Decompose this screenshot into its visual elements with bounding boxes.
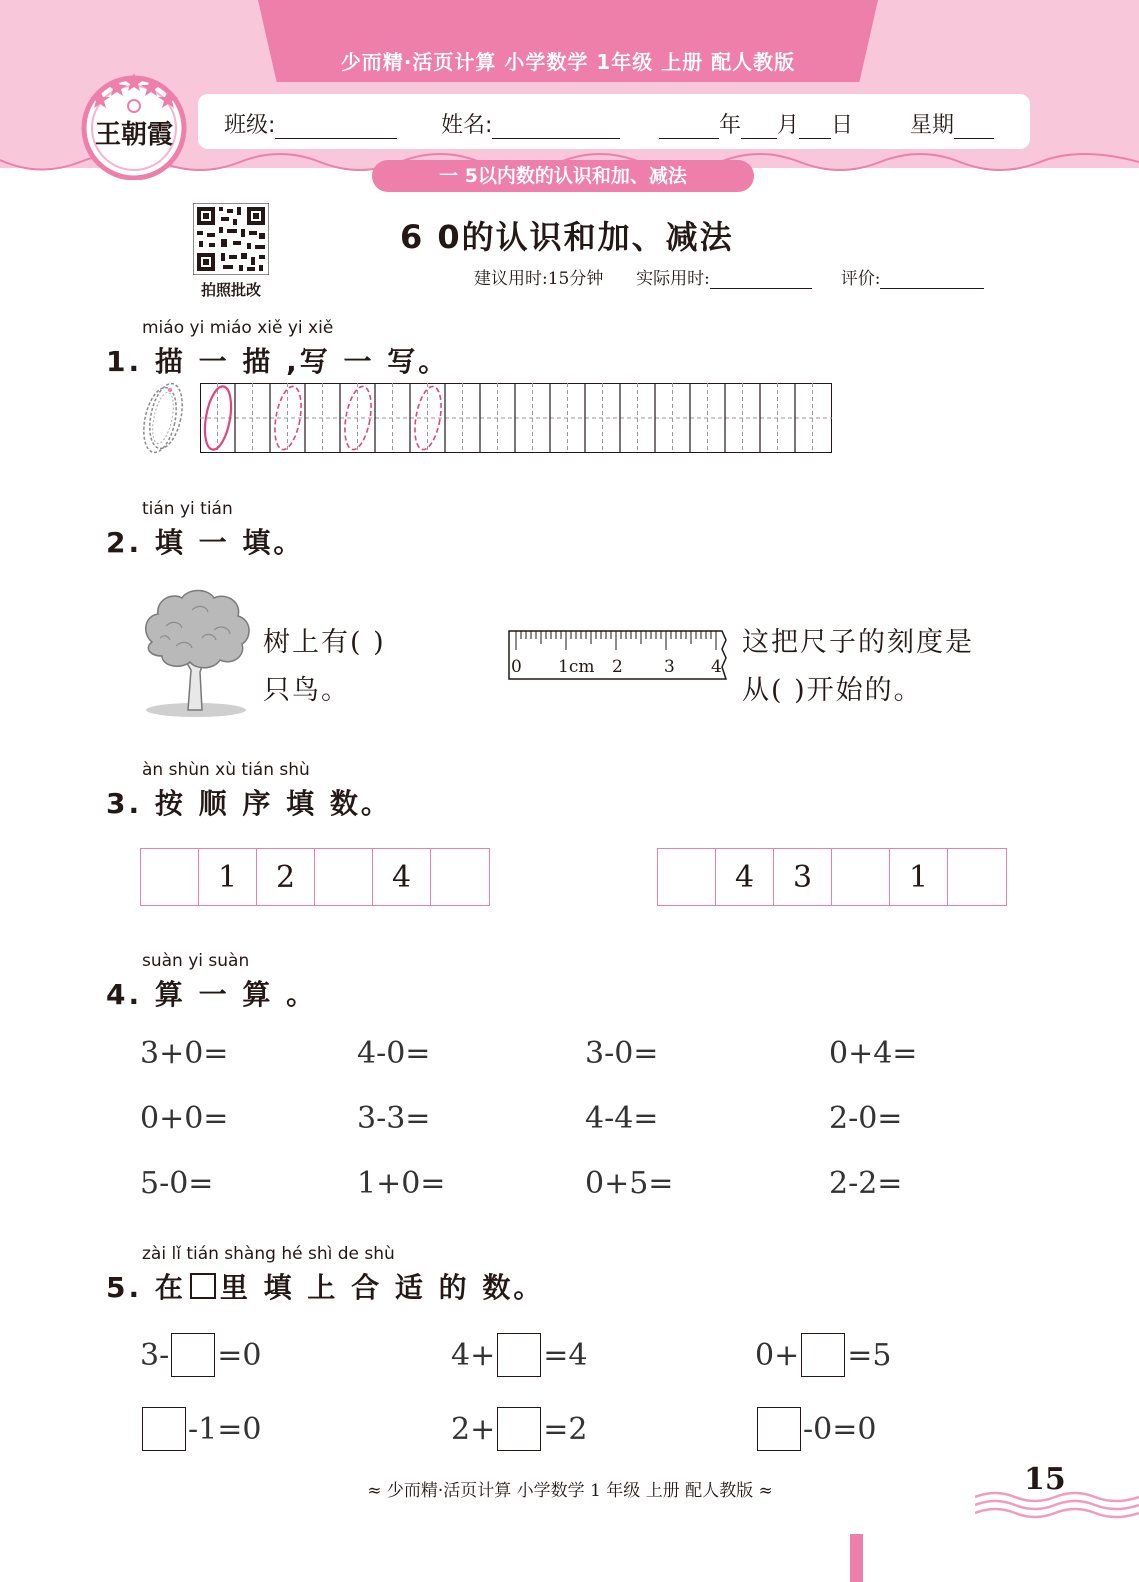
- day-label: 日: [831, 113, 854, 138]
- equation-part: 3-: [140, 1337, 170, 1373]
- actual-time-label: 实际用时:: [636, 269, 710, 289]
- brand-logo: [78, 68, 190, 180]
- ruler-label-1: 1cm: [558, 657, 595, 677]
- lesson-title: 6 0的认识和加、减法: [400, 218, 734, 256]
- q2-title: 2. 填 一 填。: [106, 526, 305, 559]
- equation-part: 4+: [451, 1337, 496, 1373]
- class-field[interactable]: [224, 108, 397, 139]
- answer-box[interactable]: [171, 1333, 215, 1377]
- sequence-cell[interactable]: [832, 849, 890, 905]
- equation-part: =0: [217, 1337, 262, 1373]
- sequence-cell[interactable]: [658, 849, 716, 905]
- sequence-boxes-1: [140, 848, 490, 906]
- qr-code-icon[interactable]: [193, 203, 269, 275]
- q1-pinyin: miáo yi miáo xiě yi xiě: [142, 318, 334, 338]
- fill-equation: [755, 1407, 876, 1451]
- equation-part: =5: [847, 1337, 892, 1373]
- sequence-cell: 3: [774, 849, 832, 905]
- ruler-question-line1: 这把尺子的刻度是: [742, 627, 974, 658]
- equation-part: =4: [543, 1337, 588, 1373]
- series-title: 少而精·活页计算 小学数学 1年级 上册 配人教版: [340, 50, 796, 74]
- fill-equation: [140, 1333, 261, 1377]
- sequence-cell: 4: [373, 849, 431, 905]
- equation-part: -0=0: [803, 1411, 877, 1447]
- answer-box[interactable]: [497, 1333, 541, 1377]
- ruler: [508, 630, 731, 680]
- fill-equation: [755, 1333, 891, 1377]
- evaluation-label: 评价:: [840, 269, 881, 289]
- q4-pinyin: suàn yi suàn: [142, 951, 250, 971]
- unit-title: 一 5以内数的认识和加、减法: [372, 160, 754, 192]
- answer-box[interactable]: [757, 1407, 801, 1451]
- answer-box[interactable]: [801, 1333, 845, 1377]
- sequence-cell: 4: [716, 849, 774, 905]
- q3-title: 3. 按 顺 序 填 数。: [106, 787, 392, 820]
- weekday-label: 星期: [910, 113, 955, 138]
- equation[interactable]: 3-0=: [585, 1036, 659, 1071]
- ruler-label-3: 3: [664, 657, 675, 677]
- equation[interactable]: 5-0=: [140, 1166, 214, 1201]
- footer-text: ≈ 少而精·活页计算 小学数学 1 年级 上册 配人教版 ≈: [367, 1481, 773, 1501]
- fill-equation: [451, 1333, 587, 1377]
- tree-question-line2: 只鸟。: [263, 675, 350, 706]
- equation-part: 0+: [755, 1337, 800, 1373]
- equation[interactable]: 2-2=: [829, 1166, 903, 1201]
- equation[interactable]: 0+4=: [829, 1036, 918, 1071]
- ruler-label-4: 4: [711, 657, 722, 677]
- ruler-label-0: 0: [511, 657, 522, 677]
- equation[interactable]: 0+5=: [585, 1166, 674, 1201]
- actual-time-field[interactable]: [710, 270, 812, 289]
- fill-equation: [451, 1407, 587, 1451]
- ruler-question-line2: 从( )开始的。: [742, 675, 923, 706]
- equation-part: 2+: [451, 1411, 496, 1447]
- class-label: 班级:: [224, 113, 276, 138]
- digit-zero-model-icon: [136, 380, 188, 456]
- tree-icon: [136, 586, 256, 718]
- edge-marker: [850, 1534, 863, 1582]
- evaluation-field[interactable]: [880, 270, 984, 289]
- equation[interactable]: 3-3=: [357, 1101, 431, 1136]
- equation-part: -1=0: [188, 1411, 262, 1447]
- qr-label: 拍照批改: [200, 281, 261, 299]
- sequence-cell: 2: [257, 849, 315, 905]
- tree-question-line1: 树上有( ): [263, 627, 386, 658]
- q4-title: 4. 算 一 算 。: [106, 978, 318, 1011]
- name-field[interactable]: [441, 108, 620, 139]
- equation[interactable]: 4-0=: [357, 1036, 431, 1071]
- equation[interactable]: 4-4=: [585, 1101, 659, 1136]
- weekday-field[interactable]: [910, 108, 994, 139]
- q5-pinyin: zài lǐ tián shàng hé shì de shù: [142, 1244, 395, 1264]
- q3-pinyin: àn shùn xù tián shù: [142, 760, 310, 780]
- sequence-cell[interactable]: [315, 849, 373, 905]
- date-field[interactable]: [659, 108, 853, 139]
- month-label: 月: [777, 113, 800, 138]
- q5-title: [106, 1266, 544, 1306]
- equation-part: =2: [543, 1411, 588, 1447]
- equation[interactable]: 0+0=: [140, 1101, 229, 1136]
- sequence-cell[interactable]: [431, 849, 489, 905]
- suggested-time: 建议用时:15分钟: [474, 269, 604, 289]
- equation[interactable]: 1+0=: [357, 1166, 446, 1201]
- fill-equation: [140, 1407, 261, 1451]
- box-icon: [190, 1273, 216, 1299]
- equation[interactable]: 2-0=: [829, 1101, 903, 1136]
- q5-title-start: 5. 在: [106, 1271, 186, 1304]
- brand-name: 王朝霞: [94, 120, 173, 150]
- ruler-label-2: 2: [612, 657, 623, 677]
- student-info-bar: [198, 94, 1030, 149]
- page-number: 15: [1024, 1462, 1066, 1497]
- sequence-cell: 1: [199, 849, 257, 905]
- q5-title-end: 里 填 上 合 适 的 数。: [219, 1271, 545, 1304]
- sequence-cell: 1: [890, 849, 948, 905]
- name-label: 姓名:: [441, 113, 493, 138]
- answer-box[interactable]: [497, 1407, 541, 1451]
- q2-pinyin: tián yi tián: [142, 499, 233, 519]
- sequence-cell[interactable]: [948, 849, 1006, 905]
- time-row: [474, 264, 984, 289]
- q1-title: 1. 描 一 描 ,写 一 写。: [106, 345, 450, 378]
- year-label: 年: [719, 113, 742, 138]
- sequence-boxes-2: [657, 848, 1007, 906]
- sequence-cell[interactable]: [141, 849, 199, 905]
- equation[interactable]: 3+0=: [140, 1036, 229, 1071]
- writing-grid[interactable]: [200, 383, 832, 453]
- answer-box[interactable]: [142, 1407, 186, 1451]
